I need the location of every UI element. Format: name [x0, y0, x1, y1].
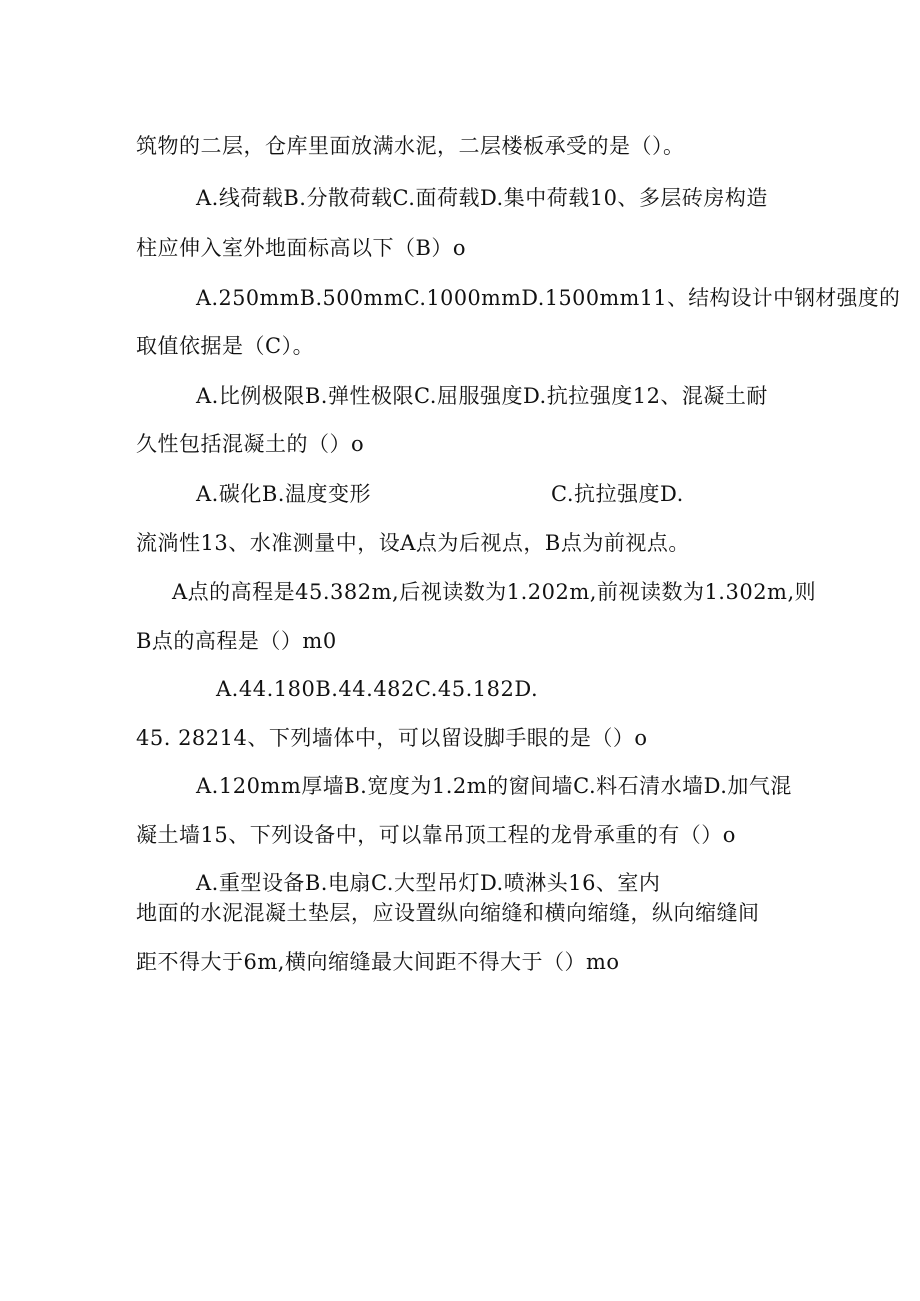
text-line-5: 取值依据是（C）。	[136, 334, 315, 358]
text-line-3: 柱应伸入室外地面标高以下（B）o	[136, 236, 467, 260]
text-line-8a: A.碳化B.温度变形	[196, 482, 371, 506]
text-line-6: A.比例极限B.弹性极限C.屈服强度D.抗拉强度12、混凝土耐	[196, 384, 768, 408]
text-line-17: 地面的水泥混凝土垫层，应设置纵向缩缝和横向缩缝，纵向缩缝间	[136, 901, 760, 925]
text-line-11: B点的高程是（）m0	[136, 629, 337, 653]
text-line-15: 凝土墙15、下列设备中，可以靠吊顶工程的龙骨承重的有（）o	[136, 823, 736, 847]
text-line-7: 久性包括混凝土的（）o	[136, 432, 365, 456]
text-line-16: A.重型设备B.电扇C.大型吊灯D.喷淋头16、室内	[196, 871, 661, 895]
text-line-1: 筑物的二层，仓库里面放满水泥，二层楼板承受的是（）。	[136, 134, 685, 158]
text-line-18: 距不得大于6m,横向缩缝最大间距不得大于（）mo	[136, 950, 620, 974]
text-line-2: A.线荷载B.分散荷载C.面荷载D.集中荷载10、多层砖房构造	[196, 186, 768, 210]
text-line-13: 45. 28214、下列墙体中，可以留设脚手眼的是（）o	[136, 726, 648, 750]
text-line-4: A.250mmB.500mmC.1000mmD.1500mm11、结构设计中钢材强度的	[196, 286, 901, 310]
text-line-9: 流淌性13、水准测量中，设A点为后视点，B点为前视点。	[136, 531, 690, 555]
text-line-12: A.44.180B.44.482C.45.182D.	[216, 677, 539, 701]
text-line-14: A.120mm厚墙B.宽度为1.2m的窗间墙C.料石清水墙D.加气混	[196, 774, 792, 798]
text-line-10: A点的高程是45.382m,后视读数为1.202m,前视读数为1.302m,则	[172, 580, 817, 604]
text-line-8b: C.抗拉强度D.	[551, 482, 684, 506]
